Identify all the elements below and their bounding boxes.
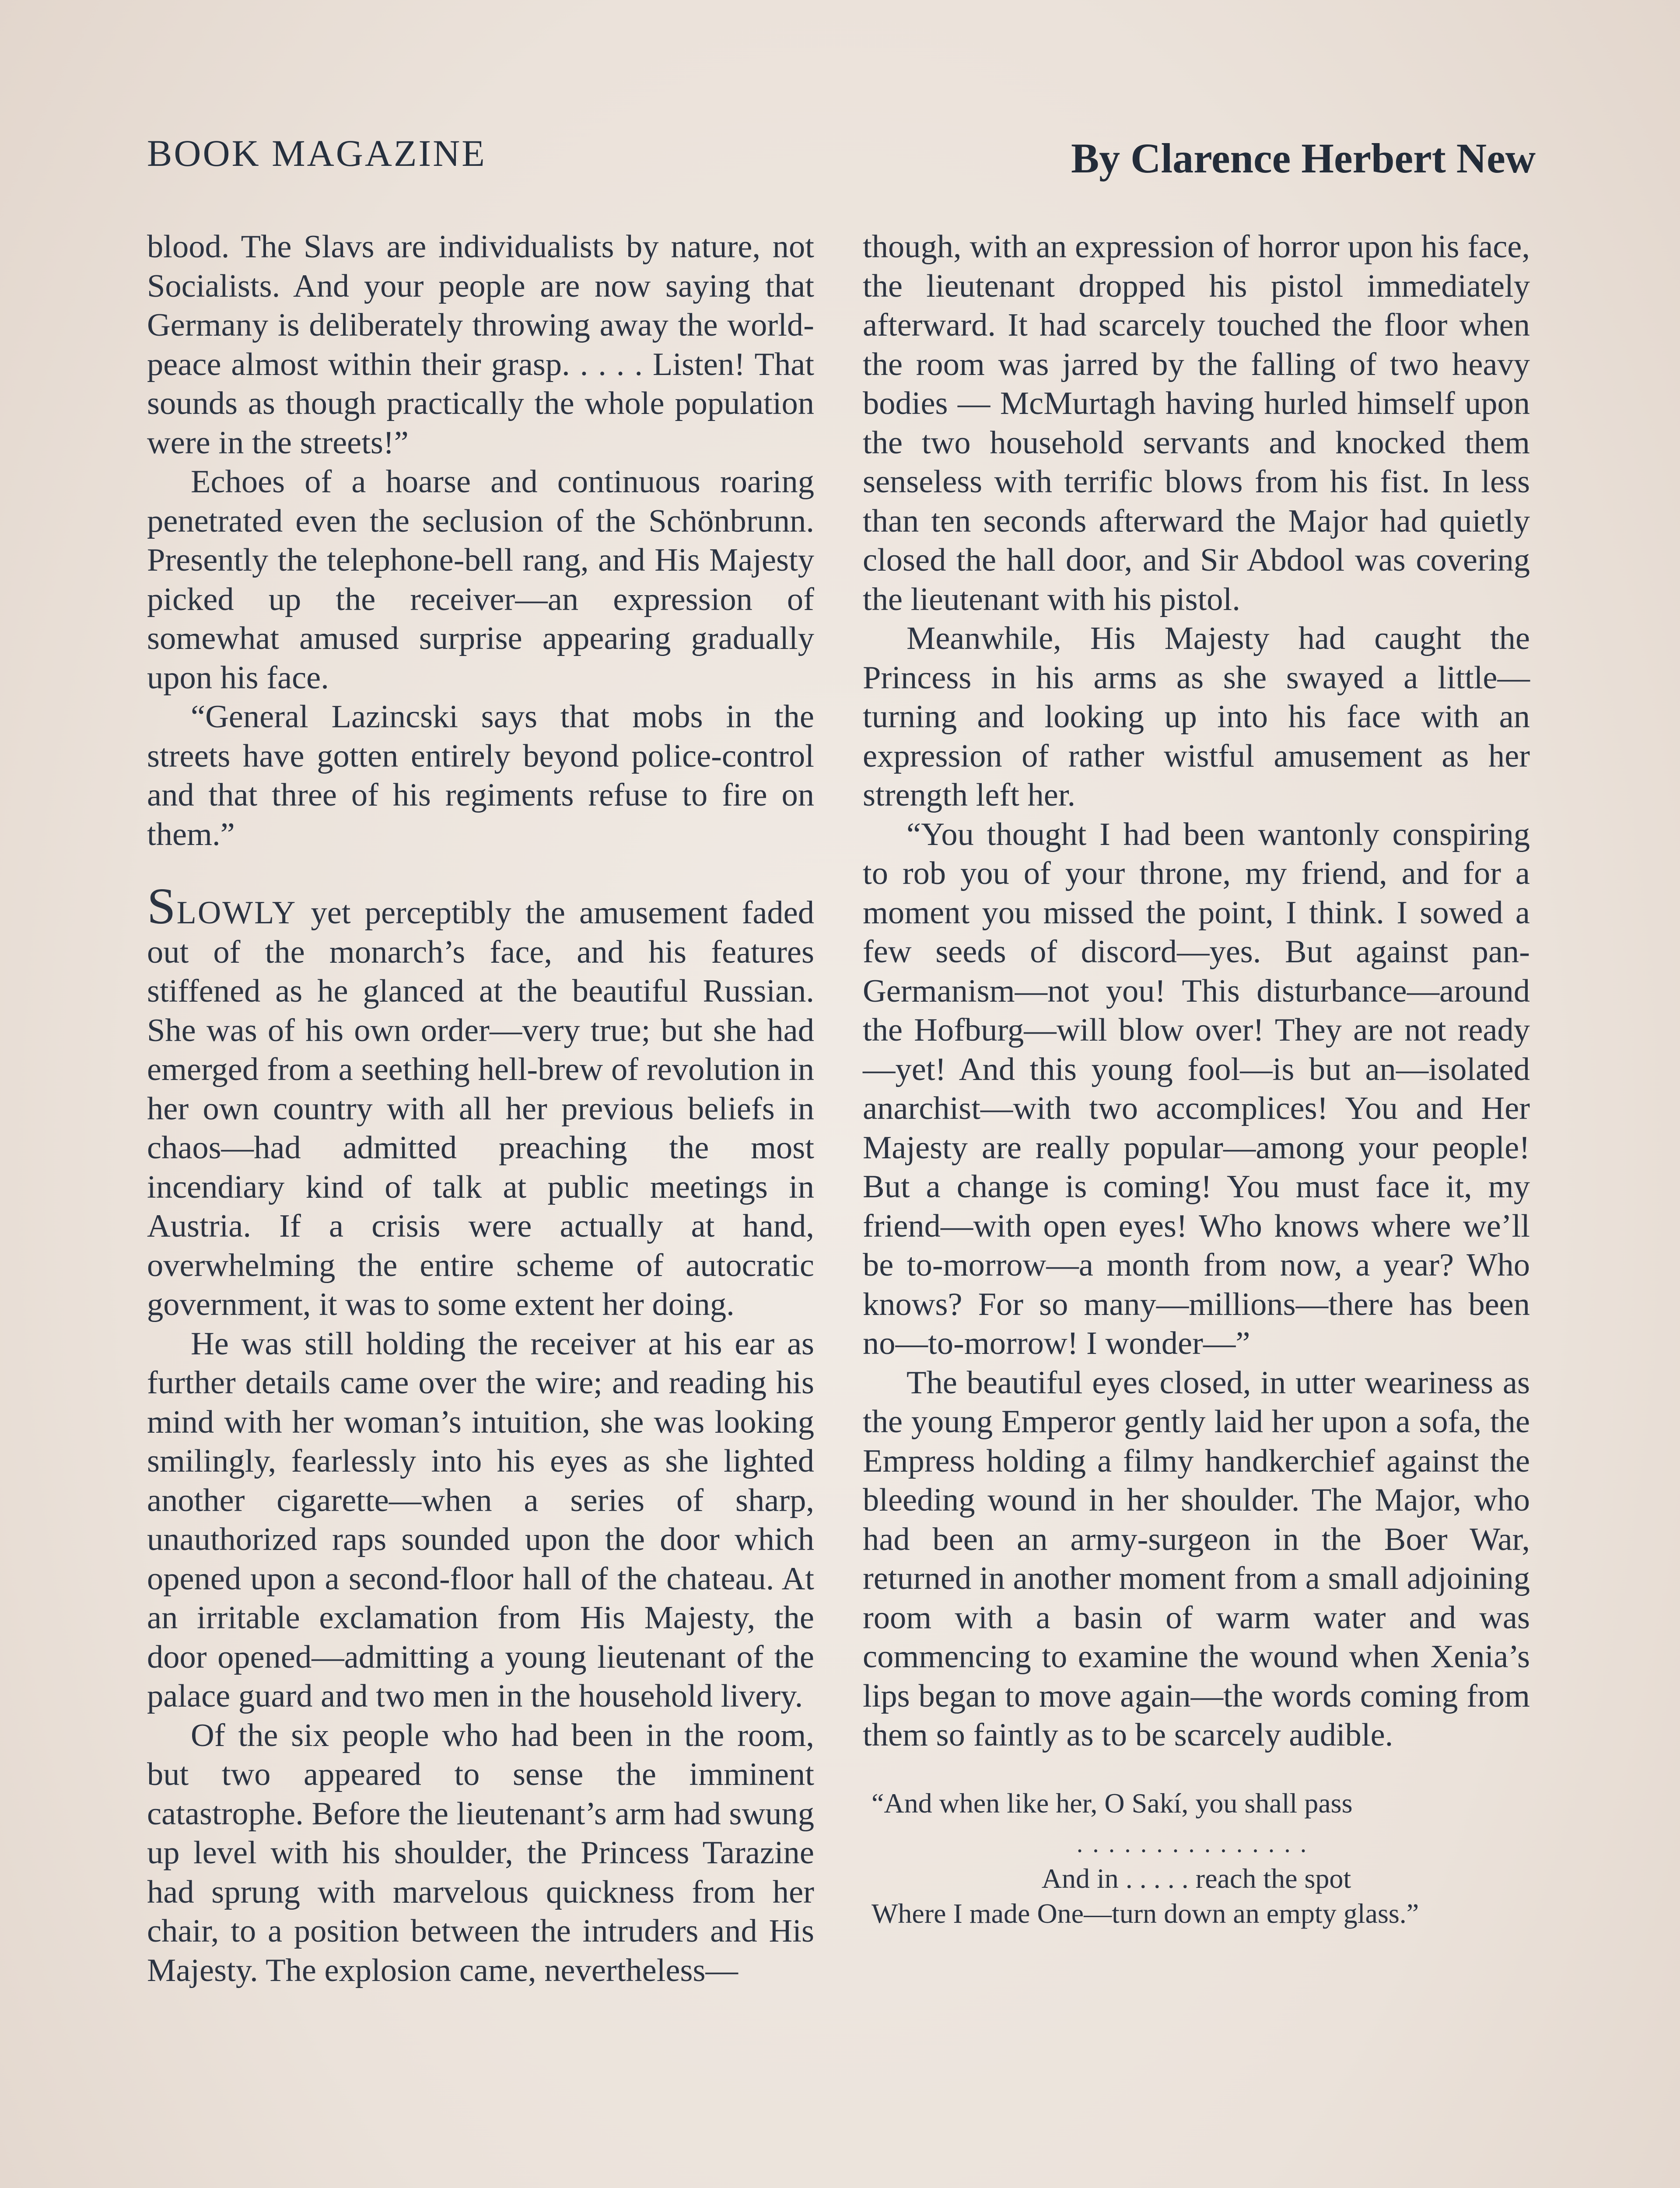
verse-ellipsis: ............... [1076,1829,1316,1858]
verse-line: Where I made One—turn down an empty glass.” [872,1897,1419,1929]
right-column [863,228,1530,1931]
paragraph: Echoes of a hoarse and continuous roaring penetrated even the seclusion of the Schönbrunn. Presently the telephone-bell rang, and His Majesty picked up the receiver—an expression of somewhat amused surprise appearing gradually upon his face. [147,464,814,696]
paragraph: Meanwhile, His Majesty had caught the Princess in his arms as she swayed a little—turning and looking up into his face with an expression of rather wistful amusement as her strength left her. [863,621,1530,813]
verse-quote [863,1786,1530,1931]
left-column [147,228,814,1990]
author-byline: By Clarence Herbert New [1071,135,1536,182]
small-caps-lead: LOWLY [176,895,297,931]
paragraph: though, with an expression of horror upon his face, the lieutenant dropped his pistol immediately afterward. It had scarcely touched the floor when the room was jarred by the falling of two heavy bodies — McMurtagh having hurled himself upon the two household servants and knocked them senseless with terrific blows from his fist. In less than ten seconds afterward the Major had quietly closed the hall door, and Sir Abdool was covering the lieutenant with his pistol. [863,229,1530,617]
section-opening-paragraph [147,877,814,1325]
paragraph: The beautiful eyes closed, in utter weariness as the young Emperor gently laid her upon a sofa, the Empress holding a filmy handkerchief against the bleeding wound in her shoulder. The Major, who had been an army-surgeon in the Boer War, returned in another moment from a small adjoining room with a basin of warm water and was commencing to examine the wound when Xenia’s lips began to move again—the words coming from them so faintly as to be scarcely audible. [863,1364,1530,1753]
paragraph-text: yet perceptibly the amusement faded out of the monarch’s face, and his features stiffened as he glanced at the beautiful Russian. She was of his own order—very true; but she had emerged from a seething hell-brew of revolution in her own country with all her previous beliefs in chaos—had admitted preaching the most incendiary kind of talk at public meetings in Austria. If a crisis were actually at hand, overwhelming the entire scheme of autocratic government, it was to some extent her doing. [147,895,814,1322]
paragraph: “You thought I had been wantonly conspiring to rob you of your throne, my friend, and for a moment you missed the point, I think. I sowed a few seeds of discord—yes. But against pan-Germanism—not you! This disturbance—around the Hofburg—will blow over! They are not ready—yet! And this young fool—is but an—isolated anarchist—with two accomplices! You and Her Majesty are really popular—among your people! But a change is coming! You must face it, my friend—with open eyes! Who knows where we’ll be to-morrow—a month from now, a year? Who knows? For so many—millions—there has been no—to-morrow! I wonder—” [863,816,1530,1361]
verse-line: “And when like her, O Sakí, you shall pass [872,1787,1353,1819]
paragraph: Of the six people who had been in the room, but two appeared to sense the imminent catastrophe. Before the lieutenant’s arm had swung up level with his shoulder, the Princess Tarazine had sprung with marvelous quickness from her chair, to a position between the intruders and His Majesty. The explosion came, nevertheless— [147,1717,814,1988]
verse-line: And in . . . . . reach the spot [1041,1862,1351,1894]
paragraph: blood. The Slavs are individualists by nature, not Socialists. And your people are now saying that Germany is deliberately throwing away the world-peace almost within their grasp. . . . . Listen! That sounds as though practically the whole population were in the streets!” [147,229,814,461]
drop-cap: S [147,877,177,935]
paragraph: He was still holding the receiver at his ear as further details came over the wire; and reading his mind with her woman’s intuition, she was looking smilingly, fearlessly into his eyes as she lighted another cigarette—when a series of sharp, unauthorized raps sounded upon the door which opened upon a second-floor hall of the chateau. At an irritable exclamation from His Majesty, the door opened—admitting a young lieutenant of the palace guard and two men in the household livery. [147,1325,814,1714]
paragraph: “General Lazincski says that mobs in the streets have gotten entirely beyond police-control and that three of his regiments refuse to fire on them.” [147,699,814,852]
magazine-title: BOOK MAGAZINE [147,132,486,174]
